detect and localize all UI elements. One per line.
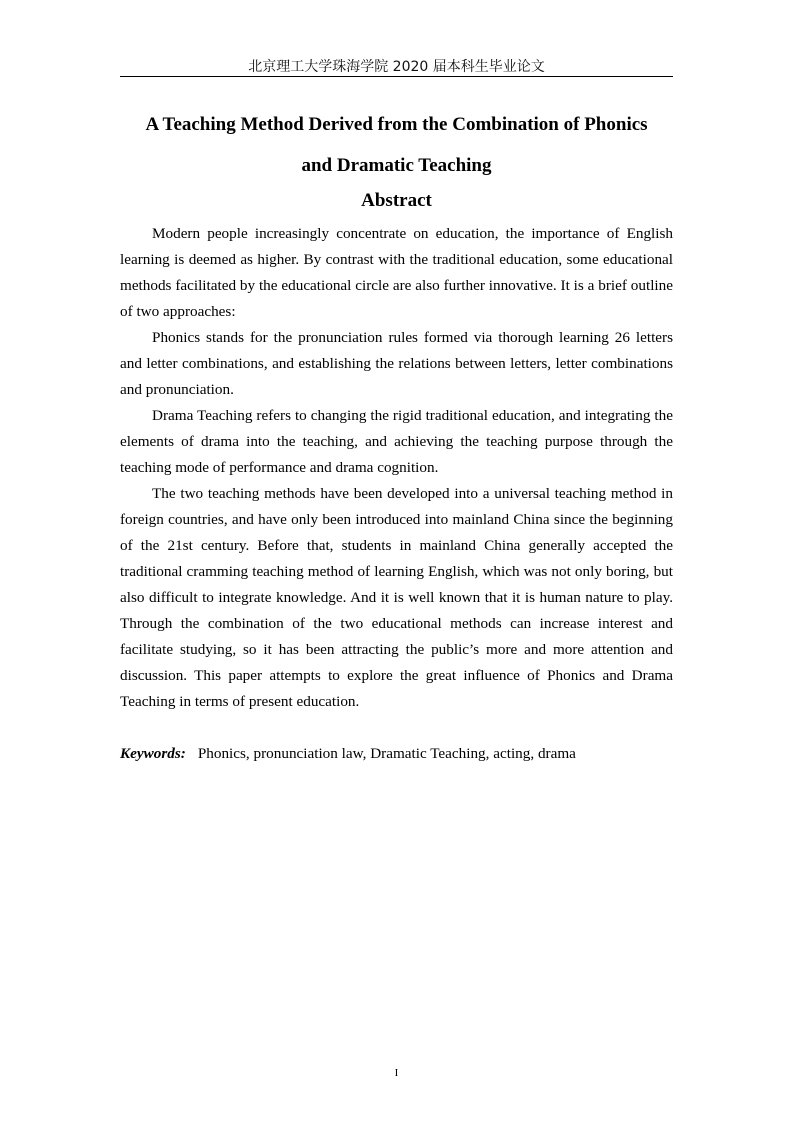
abstract-body: [120, 221, 673, 715]
running-header: 北京理工大学珠海学院 2020 届本科生毕业论文: [248, 59, 545, 75]
abstract-paragraph: The two teaching methods have been developed into a universal teaching method in foreign countries, and have only been introduced into mainland China since the beginning of the 21st century. Before that, students in mainland China generally accepted the traditional cramming teaching method of learning English, which was not only boring, but also difficult to integrate knowledge. And it is well known that it is human nature to play. Through the combination of the two educational methods can increase interest and facilitate studying, so it has been attracting the public’s more and more attention and discussion. This paper attempts to explore the great influence of Phonics and Drama Teaching in terms of present education.: [120, 485, 673, 710]
paper-title: [100, 104, 693, 186]
abstract-paragraph: Phonics stands for the pronunciation rules formed via thorough learning 26 letters and letter combinations, and establishing the relations between letters, letter combinations and pronunciation.: [120, 329, 673, 398]
keywords-line: [120, 741, 673, 767]
abstract-heading: Abstract: [361, 190, 432, 211]
keywords-text: Phonics, pronunciation law, Dramatic Teaching, acting, drama: [197, 745, 576, 762]
abstract-paragraph: Drama Teaching refers to changing the rigid traditional education, and integrating the elements of drama into the teaching, and achieving the teaching purpose through the teaching mode of performance and drama cognition.: [120, 407, 673, 476]
title-line-2: and Dramatic Teaching: [301, 155, 492, 176]
abstract-paragraph: Modern people increasingly concentrate on education, the importance of English learning is deemed as higher. By contrast with the traditional education, some educational methods facilitated by the educational circle are also further innovative. It is a brief outline of two approaches:: [120, 225, 673, 320]
keywords-label: Keywords:: [120, 745, 186, 762]
header-rule: [120, 76, 673, 77]
page-number: I: [394, 1067, 399, 1079]
title-line-1: A Teaching Method Derived from the Combination of Phonics: [145, 114, 648, 135]
